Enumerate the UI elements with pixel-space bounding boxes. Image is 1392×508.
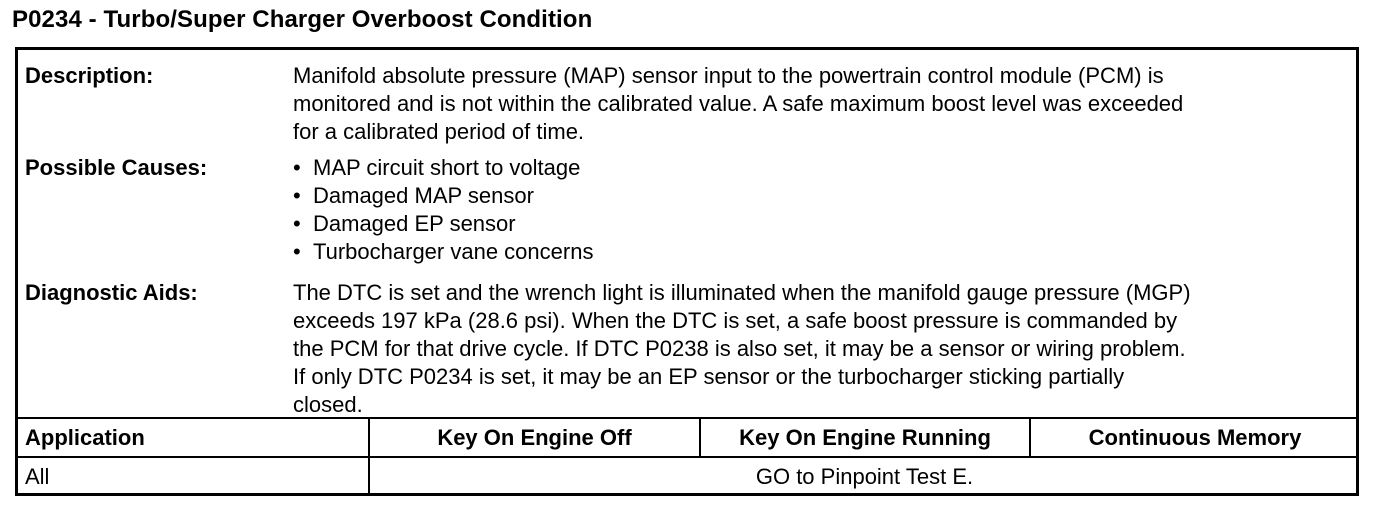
header-key-on-engine-off: Key On Engine Off xyxy=(437,425,632,450)
list-item-text: Damaged MAP sensor xyxy=(313,183,534,208)
dtc-table xyxy=(15,47,1359,496)
description-line: for a calibrated period of time. xyxy=(293,119,585,144)
header-continuous-memory: Continuous Memory xyxy=(1088,425,1302,450)
list-item xyxy=(293,182,1348,210)
bullet-icon: • xyxy=(293,239,301,264)
possible-causes-list xyxy=(293,154,1348,266)
list-item-text: Turbocharger vane concerns xyxy=(313,239,594,264)
diagnostic-aids-line: The DTC is set and the wrench light is illuminated when the manifold gauge pressure (MGP) xyxy=(293,280,1191,305)
header-application: Application xyxy=(25,425,145,450)
list-item-text: MAP circuit short to voltage xyxy=(313,155,581,180)
diagnostic-aids-line: closed. xyxy=(293,392,363,417)
list-item-text: Damaged EP sensor xyxy=(313,211,516,236)
diagnostic-aids-line: If only DTC P0234 is set, it may be an EP sensor or the turbocharger sticking partially xyxy=(293,364,1125,389)
diagnostic-aids-line: exceeds 197 kPa (28.6 psi). When the DTC is set, a safe boost pressure is commanded by xyxy=(293,308,1178,333)
list-item xyxy=(293,238,1348,266)
possible-causes-label: Possible Causes: xyxy=(25,155,208,180)
diagnostic-aids-text xyxy=(293,279,1348,419)
page-title: P0234 - Turbo/Super Charger Overboost Condition xyxy=(12,6,593,33)
description-line: Manifold absolute pressure (MAP) sensor input to the powertrain control module (PCM) is xyxy=(293,63,1164,88)
list-item xyxy=(293,210,1348,238)
description-label: Description: xyxy=(25,63,154,88)
bullet-icon: • xyxy=(293,155,301,180)
cell-action: GO to Pinpoint Test E. xyxy=(755,464,974,489)
description-line: monitored and is not within the calibrated value. A safe maximum boost level was exceeded xyxy=(293,91,1184,116)
list-item xyxy=(293,154,1348,182)
cell-application: All xyxy=(25,464,50,489)
diagnostic-aids-line: the PCM for that drive cycle. If DTC P0238 is also set, it may be a sensor or wiring problem. xyxy=(293,336,1186,361)
bullet-icon: • xyxy=(293,183,301,208)
header-key-on-engine-running: Key On Engine Running xyxy=(739,425,991,450)
diagnostic-aids-label: Diagnostic Aids: xyxy=(25,280,198,305)
bullet-icon: • xyxy=(293,211,301,236)
description-text xyxy=(293,62,1348,146)
